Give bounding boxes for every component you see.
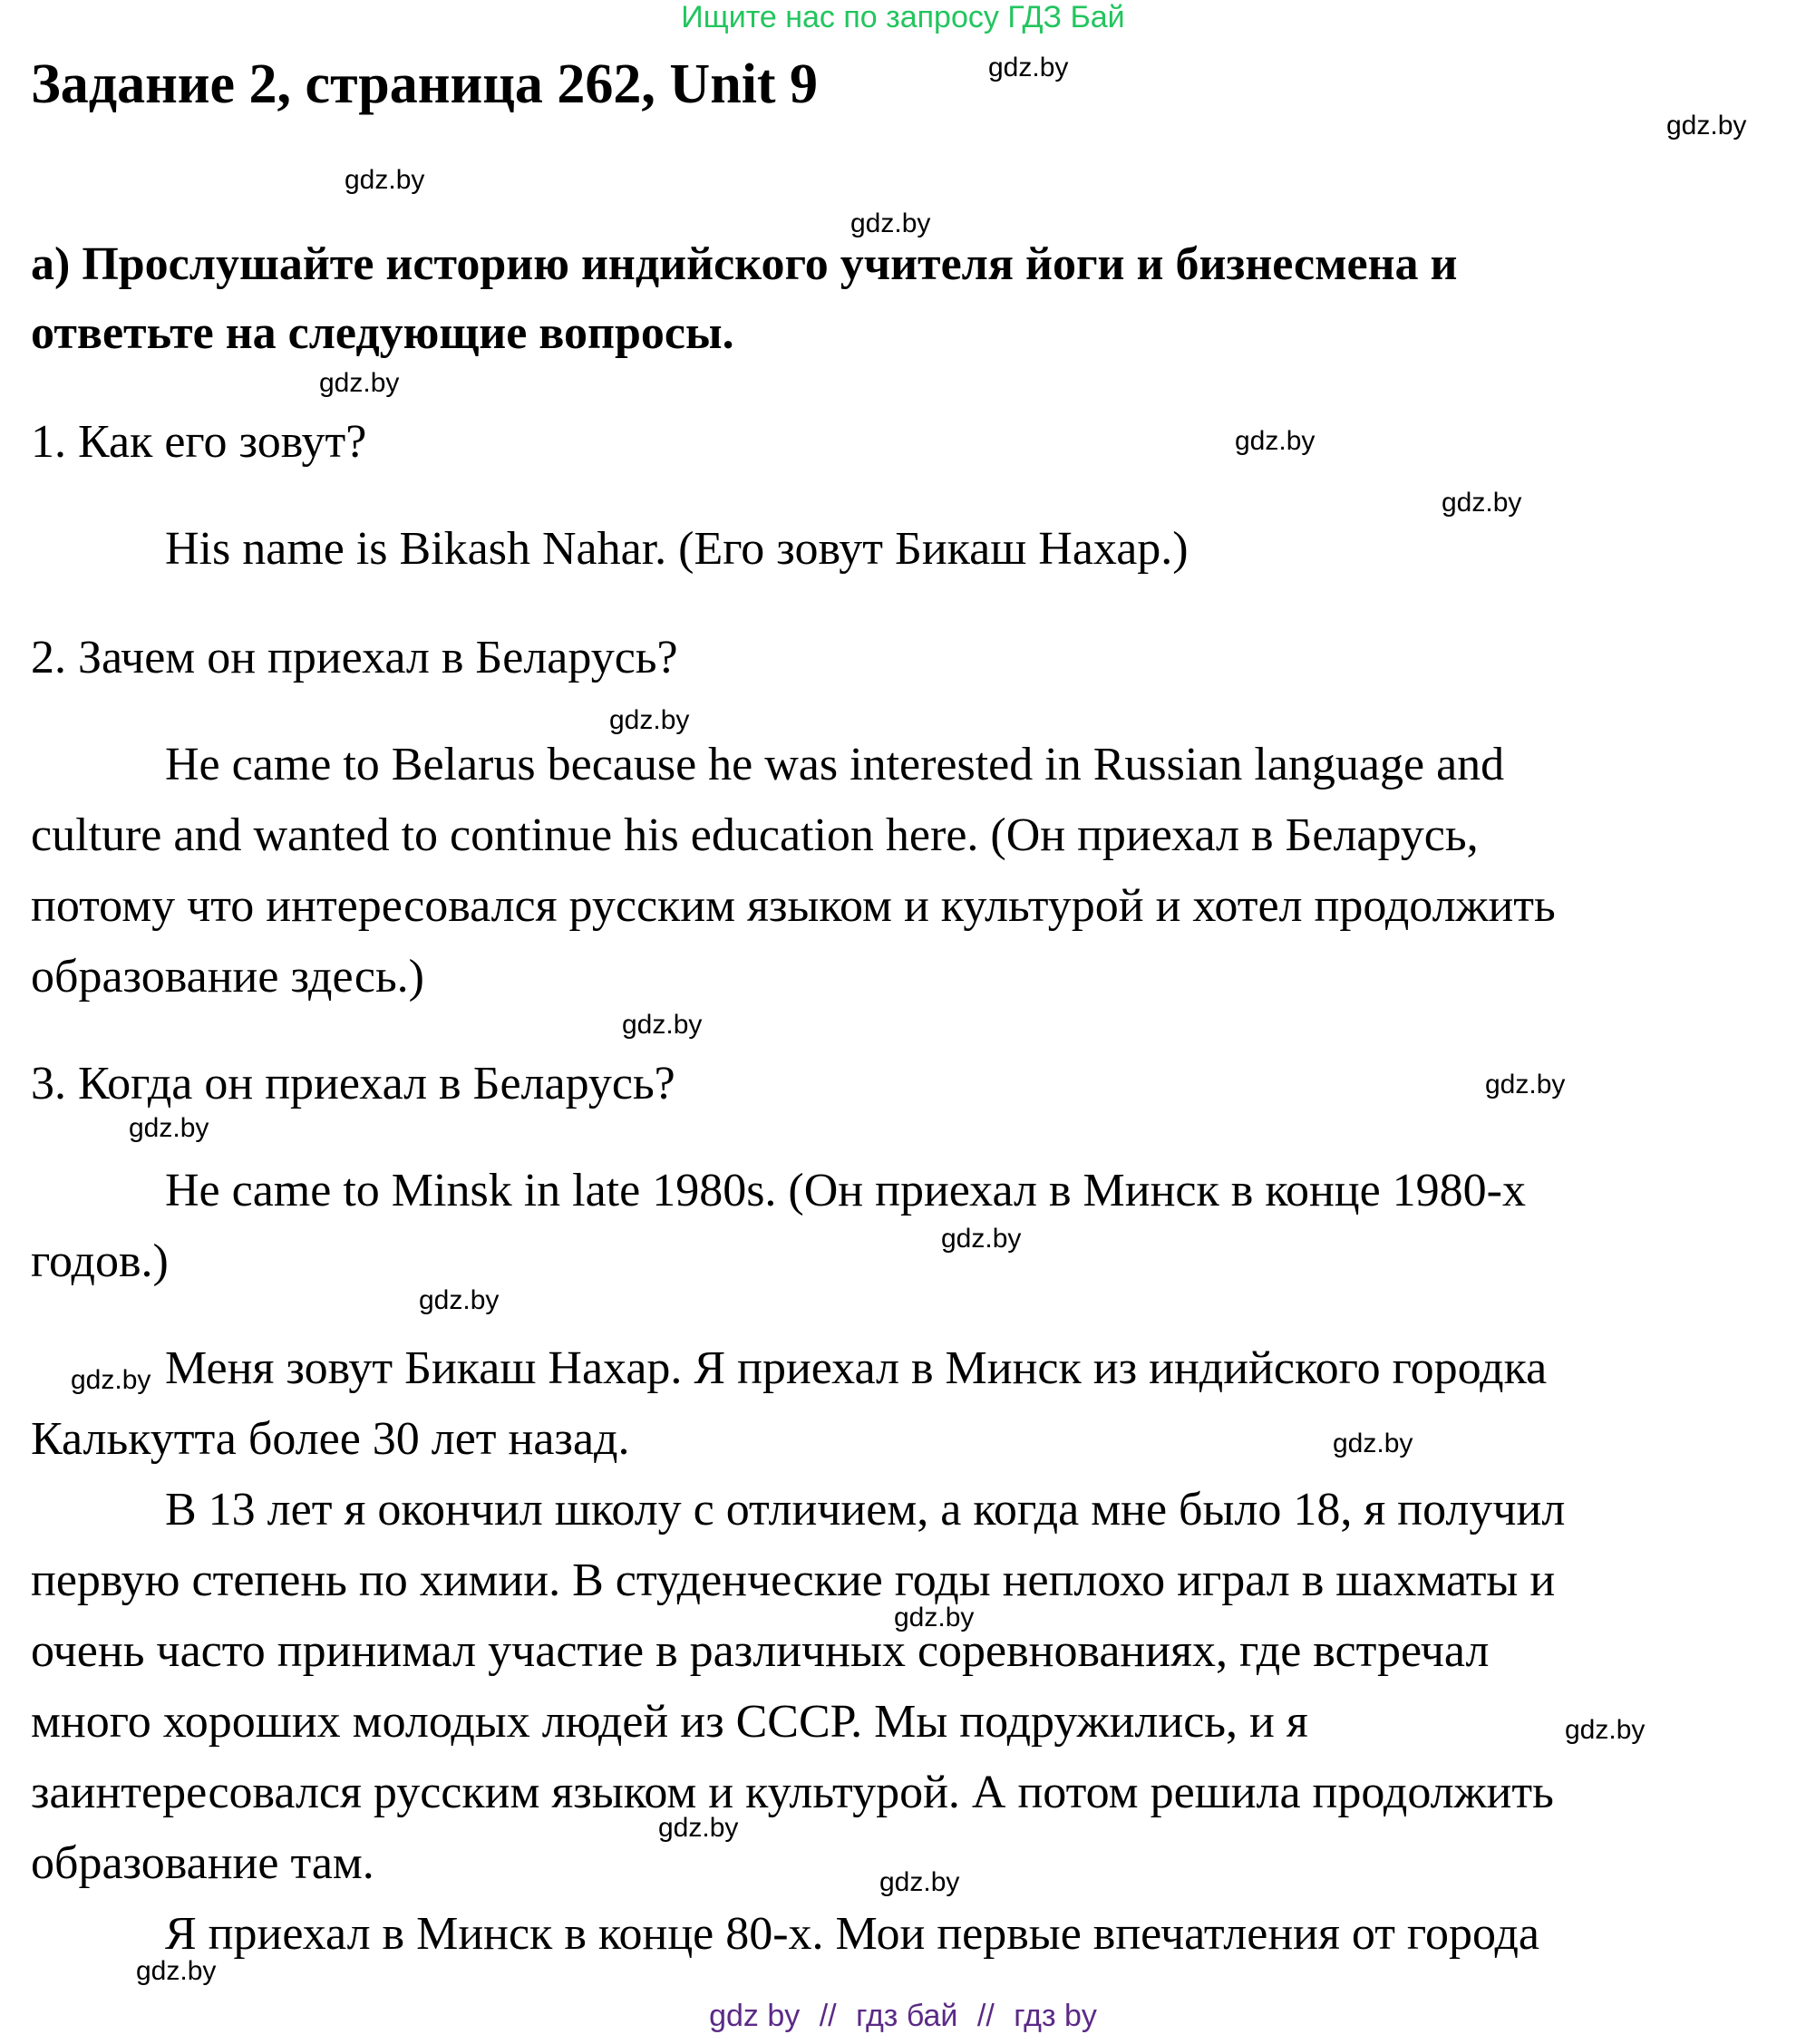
watermark: gdz.by (1333, 1429, 1413, 1458)
story-p3-line-1: Я приехал в Минск в конце 80-х. Мои первые впечатления от города (165, 1908, 1539, 1960)
answer-2-line-3: потому что интересовался русским языком и культурой и хотел продолжить (31, 880, 1556, 932)
search-banner: Ищите нас по запросу ГДЗ Бай (681, 0, 1125, 34)
watermark: gdz.by (129, 1113, 209, 1143)
watermark: gdz.by (419, 1285, 500, 1315)
watermark: gdz.by (879, 1867, 960, 1897)
watermark: gdz.by (345, 165, 425, 195)
story-p2-line-1: В 13 лет я окончил школу с отличием, а когда мне было 18, я получил (165, 1484, 1566, 1535)
watermark: gdz.by (1442, 488, 1522, 518)
watermark: gdz.by (319, 368, 400, 398)
footer-separator: // (819, 1999, 837, 2033)
page-title: Задание 2, страница 262, Unit 9 (31, 53, 819, 115)
answer-2-line-1: He came to Belarus because he was interested in Russian language and (165, 739, 1505, 790)
watermark: gdz.by (1565, 1715, 1646, 1745)
watermark: gdz.by (1666, 111, 1747, 140)
story-p1-line-2: Калькутта более 30 лет назад. (31, 1413, 630, 1465)
answer-2-line-2: culture and wanted to continue his education here. (Он приехал в Беларусь, (31, 809, 1479, 861)
watermark: gdz.by (941, 1224, 1022, 1254)
watermark: gdz.by (894, 1603, 975, 1632)
story-p2-line-2: первую степень по химии. В студенческие годы неплохо играл в шахматы и (31, 1555, 1556, 1606)
footer-link-gdz-by[interactable]: gdz by (709, 1999, 801, 2033)
watermark: gdz.by (622, 1010, 703, 1040)
watermark: gdz.by (850, 208, 931, 238)
task-line-1: а) Прослушайте историю индийского учителя йоги и бизнесмена и (31, 238, 1458, 290)
question-2: 2. Зачем он приехал в Беларусь? (31, 632, 678, 683)
watermark: gdz.by (988, 53, 1069, 82)
story-p2-line-6: образование там. (31, 1837, 374, 1889)
question-1: 1. Как его зовут? (31, 416, 367, 468)
answer-2-line-4: образование здесь.) (31, 951, 425, 1003)
story-p2-line-3: очень часто принимал участие в различных соревнованиях, где встречал (31, 1625, 1490, 1677)
watermark: gdz.by (658, 1813, 739, 1843)
footer-links (0, 1999, 1806, 2034)
watermark: gdz.by (1485, 1070, 1566, 1099)
task-line-2: ответьте на следующие вопросы. (31, 307, 734, 359)
answer-3-line-1: He came to Minsk in late 1980s. (Он приехал в Минск в конце 1980-х (165, 1165, 1526, 1216)
watermark: gdz.by (1235, 426, 1316, 456)
answer-1: His name is Bikash Nahar. (Его зовут Бикаш Нахар.) (165, 523, 1189, 575)
watermark: gdz.by (136, 1956, 217, 1986)
watermark: gdz.by (609, 705, 690, 735)
footer-link-gdz-by-cyr[interactable]: гдз by (1014, 1999, 1097, 2033)
story-p1-line-1: Меня зовут Бикаш Нахар. Я приехал в Минск из индийского городка (165, 1342, 1548, 1394)
story-p2-line-4: много хороших молодых людей из СССР. Мы подружились, и я (31, 1696, 1308, 1748)
footer-separator: // (976, 1999, 995, 2033)
story-p2-line-5: заинтересовался русским языком и культурой. А потом решила продолжить (31, 1767, 1554, 1818)
answer-3-line-2: годов.) (31, 1235, 169, 1287)
footer-link-gdz-bai[interactable]: гдз бай (856, 1999, 958, 2033)
question-3: 3. Когда он приехал в Беларусь? (31, 1058, 675, 1109)
watermark: gdz.by (71, 1365, 151, 1395)
